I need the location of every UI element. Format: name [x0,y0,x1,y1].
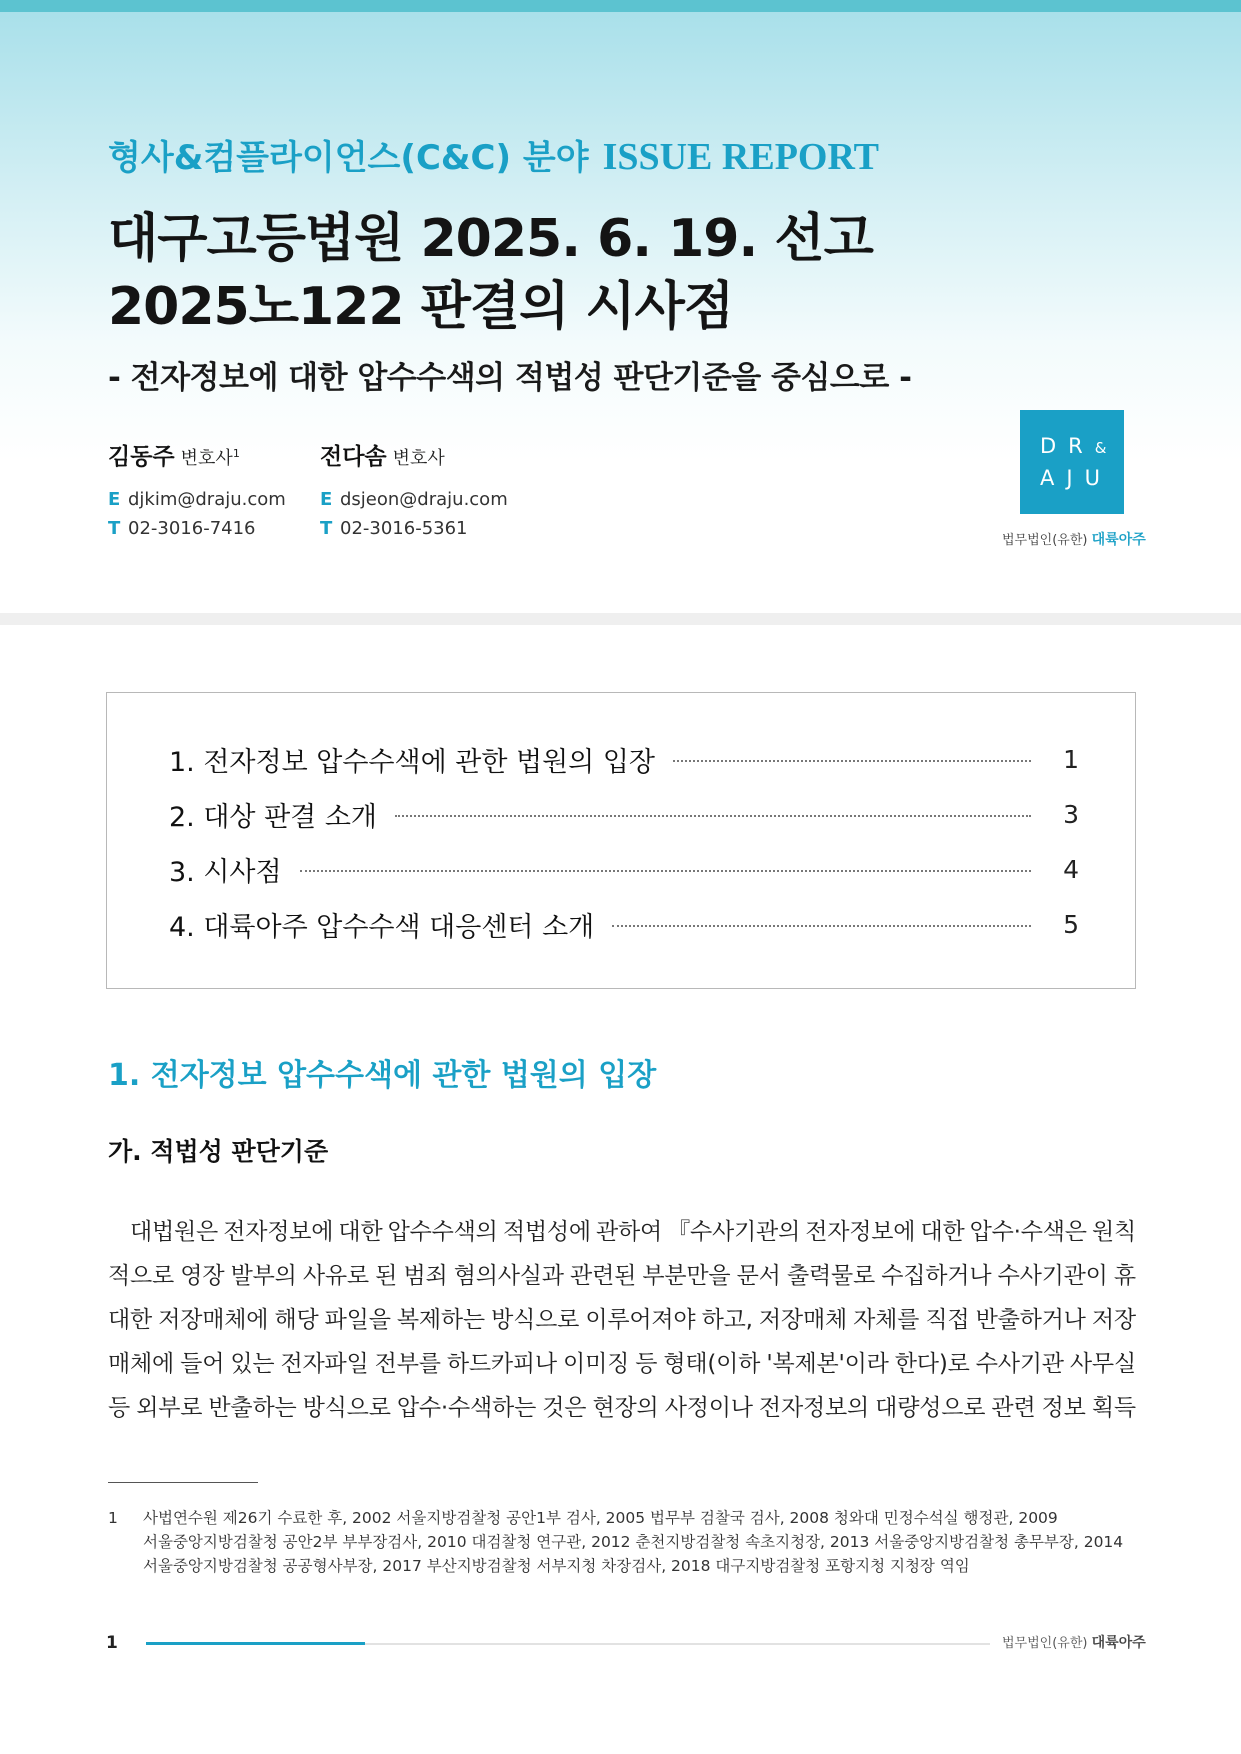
body-line [108,1210,1136,1254]
toc-item[interactable] [169,906,1079,942]
logo-row-1 [1040,434,1106,458]
body-word: 복제하는 [396,1307,485,1333]
toc-item-label: 2. 대상 판결 소개 [169,801,378,833]
body-word: 등 [635,1351,658,1377]
logo-letter: R [1068,434,1095,458]
footnote-line: 서울중앙지방검찰청 공공형사부장, 2017 부산지방검찰청 서부지청 차장검사, 2018 대구지방검찰청 포항지청 지청장 역임 [143,1557,970,1575]
toc-item[interactable] [169,741,1079,777]
author-name-text: 김동주 [108,444,175,470]
body-word: 범죄 [403,1263,448,1289]
body-word: 혐의사실과 [453,1263,564,1289]
body-word: 등 [108,1395,131,1421]
body-word: 『수사기관의 [667,1219,801,1245]
footnote-line: 사법연수원 제26기 수료한 후, 2002 서울지방검찰청 공안1부 검사, 2005 법무부 검찰국 검사, 2008 청와대 민정수석실 행정관, 2009 [143,1509,1058,1527]
body-word: 대한 [108,1307,153,1333]
toc-leader [395,815,1031,817]
body-word: 해당 [274,1307,319,1333]
footnote-ref[interactable]: 1 [232,447,240,460]
body-word: 사무실 [1069,1351,1136,1377]
author-tel: 02-3016-7416 [128,518,256,539]
body-word: 있는 [230,1351,275,1377]
email-label: E [320,489,333,510]
body-line [108,1298,1136,1342]
author-email-row [320,485,508,514]
firm-prefix: 법무법인(유한) [1002,533,1088,548]
body-word: 외부로 [136,1395,203,1421]
author-block-1 [108,438,286,543]
logo-ampersand: & [1094,439,1107,457]
body-word: 이루어져야 [585,1307,696,1333]
page-number: 1 [106,1633,118,1653]
author-email[interactable]: djkim@draju.com [128,489,286,510]
body-line [108,1254,1136,1298]
toc-item-page: 3 [1063,799,1079,829]
body-word: 반출하거나 [975,1307,1086,1333]
body-word: 반출하는 [208,1395,297,1421]
body-word: 이미징 [563,1351,630,1377]
body-word: 형태(이하 [663,1351,761,1377]
body-word: 수사기관 [975,1351,1064,1377]
footnote [108,1506,1138,1578]
logo-letter: D [1040,434,1069,458]
logo-letter: U [1084,466,1112,490]
body-word: 정보 [1041,1395,1086,1421]
body-word: 발부의 [230,1263,297,1289]
firm-name-text: 대륙아주 [1091,532,1146,548]
footer-firm-prefix: 법무법인(유한) [1002,1636,1088,1651]
toc-item[interactable] [169,851,1079,887]
section-heading: 1. 전자정보 압수수색에 관한 법원의 입장 [108,1058,657,1093]
toc-item-label: 4. 대륙아주 압수수색 대응센터 소개 [169,911,595,943]
author-role-text: 변호사 [180,448,233,469]
header-divider [0,613,1241,625]
body-word: 사정이나 [664,1395,753,1421]
body-word: 적법성에 [502,1219,591,1245]
body-word: 원칙 [1091,1219,1136,1245]
tel-label: T [108,518,121,539]
body-word: 자체를 [853,1307,920,1333]
body-word: 대한 [920,1219,965,1245]
toc-item-page: 5 [1063,909,1079,939]
author-name [320,438,508,471]
body-word: 획득 [1091,1395,1136,1421]
body-word: 파일을 [324,1307,391,1333]
page-progress-line [146,1643,990,1645]
body-word: 영장 [180,1263,225,1289]
toc-leader [300,870,1031,872]
author-tel-row [320,514,508,543]
toc-item-label: 3. 시사점 [169,856,282,888]
body-word: 방식으로 [302,1395,391,1421]
body-word: 들어 [180,1351,225,1377]
author-tel: 02-3016-5361 [340,518,468,539]
issue-report-label: ISSUE REPORT [602,136,879,178]
body-line [108,1386,1136,1430]
section-subheading: 가. 적법성 판단기준 [108,1137,329,1166]
body-word: 관하여 [596,1219,663,1245]
author-contact [320,485,508,543]
footer-firm-name [1002,1632,1146,1652]
author-name [108,438,286,471]
author-role: 변호사 [392,448,445,469]
body-word: 전자파일 [280,1351,369,1377]
body-word: 압수·수색하는 [396,1395,537,1421]
body-word: 방식으로 [491,1307,580,1333]
body-word: 직접 [925,1307,970,1333]
body-word: 전부를 [374,1351,441,1377]
firm-logo [1020,410,1124,514]
table-of-contents [106,692,1136,989]
body-word: 전자정보에 [223,1219,334,1245]
body-word: 휴 [1113,1263,1136,1289]
body-word: 저장 [1091,1307,1136,1333]
firm-name [1002,529,1146,549]
author-email[interactable]: dsjeon@draju.com [340,489,508,510]
body-word: 전자정보에 [805,1219,916,1245]
logo-row-2 [1040,466,1112,490]
body-word: 저장매체 [758,1307,847,1333]
body-word: 수사기관이 [997,1263,1108,1289]
page-title [108,205,1008,341]
body-paragraph [108,1210,1136,1430]
footnote-number: 1 [108,1509,118,1527]
body-word: 적으로 [108,1263,175,1289]
author-email-row [108,485,286,514]
category-label: 형사&컴플라이언스(C&C) 분야 [108,138,589,178]
body-word: 관련 [991,1395,1036,1421]
body-word: 하드카피나 [446,1351,557,1377]
toc-leader [612,925,1031,927]
footnote-divider [108,1482,258,1483]
body-word: 부분만을 [642,1263,731,1289]
body-word: 압수·수색은 [969,1219,1087,1245]
top-accent-bar [0,0,1241,12]
page-progress-fill [146,1642,365,1645]
page-subtitle: - 전자정보에 대한 압수수색의 적법성 판단기준을 중심으로 - [108,360,912,396]
body-word: 대량성으로 [875,1395,986,1421]
body-word: 압수수색의 [387,1219,498,1245]
title-line-2: 2025노122 판결의 시사점 [108,277,734,337]
body-word: 전자정보의 [758,1395,870,1421]
title-line-1: 대구고등법원 2025. 6. 19. 선고 [108,209,873,269]
author-contact [108,485,286,543]
body-word: 매체에 [108,1351,175,1377]
body-word: 대한 [338,1219,383,1245]
toc-item[interactable] [169,796,1079,832]
tel-label: T [320,518,333,539]
body-word: 것은 [542,1395,587,1421]
author-name-text: 전다솜 [320,444,387,470]
footer-firm-name-text: 대륙아주 [1091,1635,1146,1651]
body-word: 사유로 [302,1263,369,1289]
body-word: 하고, [701,1307,753,1333]
body-word: 대법원은 [130,1219,219,1245]
body-word: 출력물로 [786,1263,876,1289]
body-word: 된 [375,1263,398,1289]
logo-letter: J [1066,466,1085,490]
body-line [108,1342,1136,1386]
author-tel-row [108,514,286,543]
author-block-2 [320,438,508,543]
body-word: '복제본'이라 [766,1351,889,1377]
body-word: 현장의 [592,1395,659,1421]
body-word: 한다)로 [894,1351,970,1377]
body-word: 문서 [736,1263,781,1289]
toc-item-label: 1. 전자정보 압수수색에 관한 법원의 입장 [169,746,655,778]
toc-item-page: 1 [1063,744,1079,774]
body-word: 저장매체에 [158,1307,269,1333]
body-word: 관련된 [570,1263,637,1289]
footnote-line: 서울중앙지방검찰청 공안2부 부부장검사, 2010 대검찰청 연구관, 2012 춘천지방검찰청 속초지청장, 2013 서울중앙지방검찰청 총무부장, 2014 [143,1533,1124,1551]
logo-letter: A [1040,466,1067,490]
toc-leader [673,760,1031,762]
email-label: E [108,489,121,510]
footnote-text [143,1506,1138,1578]
author-role [181,448,240,469]
body-word: 수집하거나 [881,1263,992,1289]
report-kicker [108,130,879,179]
toc-item-page: 4 [1063,854,1079,884]
